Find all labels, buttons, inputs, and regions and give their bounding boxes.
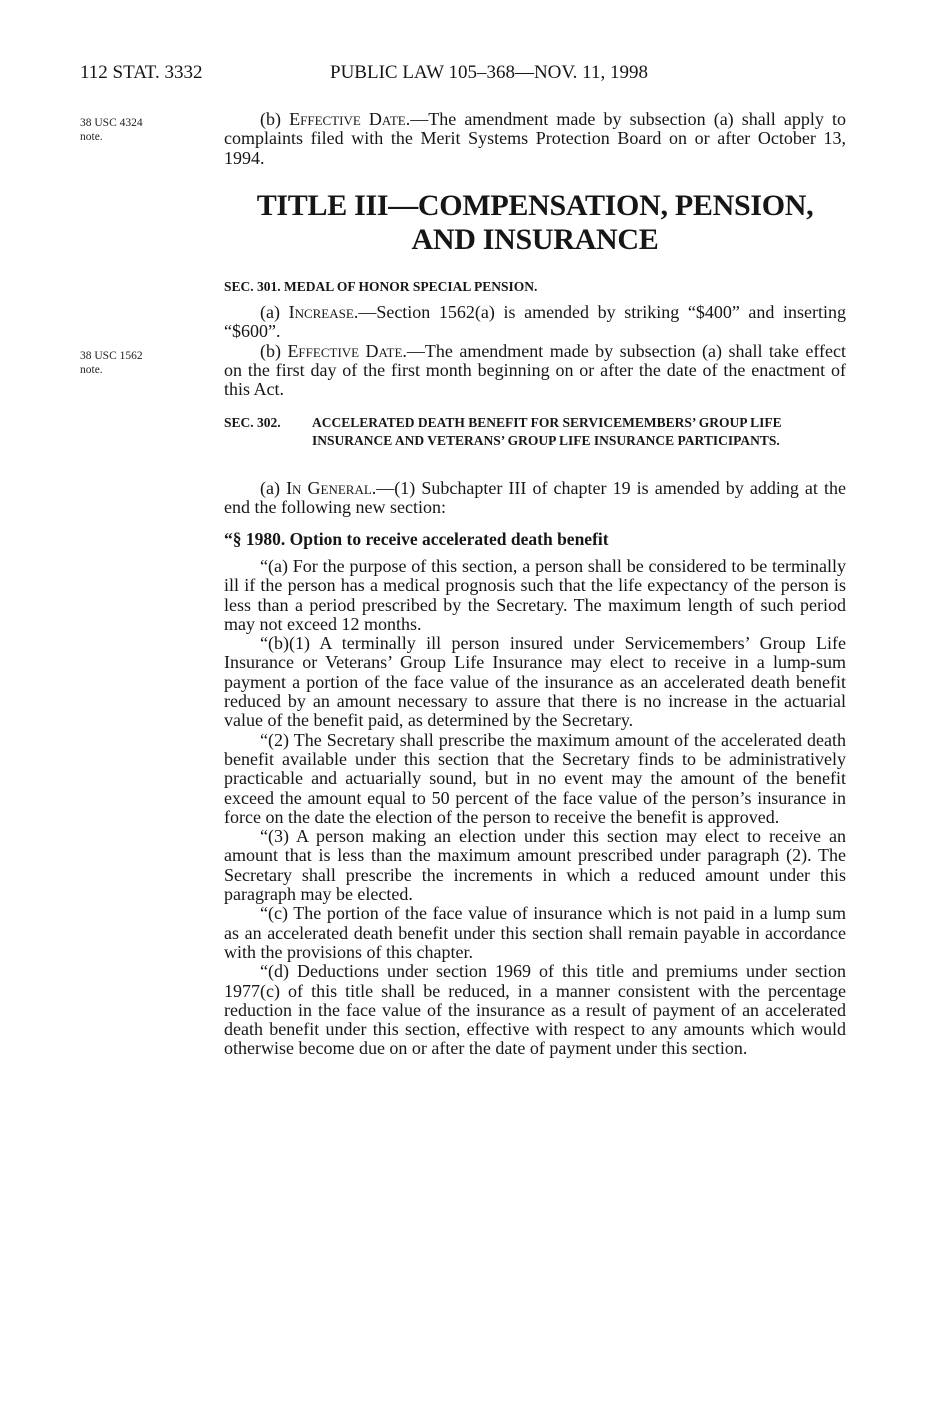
margin-note-usc-1562 [80,349,143,377]
margin-note-citation: 38 USC 1562 [80,350,143,362]
margin-note-usc-4324 [80,116,143,144]
page-stat-number: 112 STAT. 3332 [80,62,203,83]
section-1980-paragraph-c: “(c) The portion of the face value of insurance which is not paid in a lump sum as an accelerated death benefit under this section shall remain payable in accordance with the provisions of this chapter. [224,903,846,962]
section-title: ACCELERATED DEATH BENEFIT FOR SERVICEMEMBERS’ GROUP LIFE INSURANCE AND VETERANS’ GROUP LIFE INSURANCE PARTICIPANTS. [312,415,782,448]
section-1980-paragraph-a: “(a) For the purpose of this section, a person shall be considered to be terminally ill if the person has a medical prognosis such that the life expectancy of the person is less than a period prescribed by the Secretary. The maximum length of such period may not exceed 12 months. [224,556,846,634]
margin-note-citation: 38 USC 4324 [80,117,143,129]
section-301-subsection-b: (b) Effective Date.—The amendment made by subsection (a) shall take effect on the first day of the first month beginning on or after the date of the enactment of this Act. [224,340,846,400]
section-1980-paragraph-b3: “(3) A person making an election under this section may elect to receive an amount that is less than the maximum amount prescribed under paragraph (2). The Secretary shall prescribe the increments in which a reduced amount under this paragraph may be elected. [224,826,846,905]
paragraph-heading: Effective Date [289,109,406,129]
effective-date-paragraph: (b) Effective Date.—The amendment made by subsection (a) shall apply to complaints filed with the Merit Systems Protection Board on or after October 13, 1994. [224,109,846,168]
title-heading: TITLE III—COMPENSATION, PENSION, AND INSURANCE [256,189,814,256]
section-301-heading: SEC. 301. MEDAL OF HONOR SPECIAL PENSION. [224,279,538,294]
section-1980-body [224,557,846,1059]
section-number: SEC. 302. [224,415,281,430]
running-head: PUBLIC LAW 105–368—NOV. 11, 1998 [330,62,648,83]
section-302-heading [224,414,846,450]
section-1980-paragraph-b2: “(2) The Secretary shall prescribe the maximum amount of the accelerated death benefit available under this section that the Secretary finds to be administratively practicable and actuarially sound, but in no event may the amount of the benefit exceed the amount equal to 50 percent of the face value of the person’s insurance in force on the date the election of the person to receive the benefit is approved. [224,729,846,827]
section-1980-heading: “§ 1980. Option to receive accelerated death benefit [224,529,609,549]
margin-note-suffix: note. [80,131,103,143]
section-1980-paragraph-d: “(d) Deductions under section 1969 of this title and premiums under section 1977(c) of this title shall be reduced, in a manner consistent with the percentage reduction in the face value of the insurance as a result of payment of an accelerated death benefit under this section, effective with respect to any amounts which would otherwise become due on or after the date of payment under this section. [224,961,846,1059]
section-1980-paragraph-b1: “(b)(1) A terminally ill person insured under Servicemembers’ Group Life Insurance or Veterans’ Group Life Insurance may elect to receive in a lump-sum payment a portion of the face value of the insurance as an accelerated death benefit reduced by an amount necessary to assure that there is no increase in the actuarial value of the benefit paid, as determined by the Secretary. [224,633,846,731]
section-301-subsection-a: (a) Increase.—Section 1562(a) is amended by striking “$400” and inserting “$600”. [224,302,846,342]
margin-note-suffix: note. [80,364,103,376]
section-302-subsection-a: (a) In General.—(1) Subchapter III of chapter 19 is amended by adding at the end the following new section: [224,478,846,518]
section-301-body [224,303,846,399]
